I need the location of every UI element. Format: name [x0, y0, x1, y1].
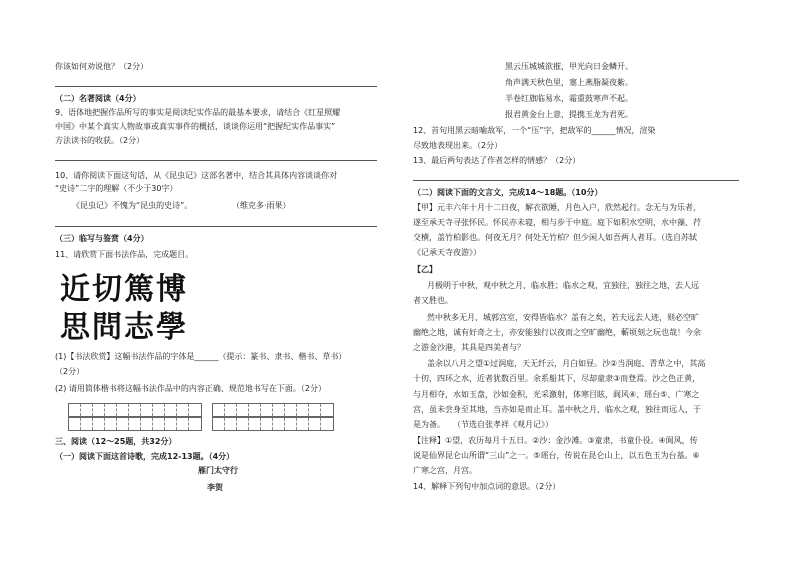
yi-line9: 宫，虽未尝身至其地，当亦如是而止耳。盖中秋之月，临水之观，独往而远人，于	[413, 405, 701, 414]
yi-line8: 与月相夺，水如玉盘，沙如金积，光采激射，体寒目眩，阆风④、瑶台⑤、广寒之	[413, 390, 700, 399]
q11-part2: (2) 请用简体楷书将这幅书法作品中的内容正确、规范地书写在下面。（2分）	[55, 384, 326, 393]
q14: 14、解释下列句中加点词的意思。（2分）	[413, 482, 561, 491]
q13: 13、最后两句表达了作者怎样的情感？（2分）	[413, 156, 581, 165]
q9-line2: 中国》中某个真实人物故事或真实事件的概括，谈谈你运用“把握纪实作品事实”	[55, 122, 336, 131]
q10-quote: 《昆虫记》不愧为“昆虫的史诗”。	[72, 201, 193, 210]
q10-author: （维克多·雨果）	[232, 201, 291, 210]
calligraphy-row2: 思問志學	[60, 310, 188, 345]
answer-line	[55, 226, 377, 227]
yi-line4: 幽绝之地，诚有好奇之士，亦安能独行以夜而之空旷幽绝，蘄顷刻之玩也哉！今余	[413, 328, 701, 337]
reading-sub2: （二）阅读下面的文言文，完成14～18题。（10分）	[413, 188, 603, 197]
q10-line2: “史诗”二字的理解（不少于30字）	[55, 184, 178, 193]
section-reading: 三、阅读（12～25题，共32分）	[55, 437, 177, 446]
yi-line10: 是为备。 （节选自张孝祥《观月记》）	[413, 420, 553, 429]
poem-line: 黑云压城城欲摧，甲光向日金鳞开。	[505, 62, 633, 71]
poem-line: 报君黄金台上意，提携玉龙为君死。	[505, 110, 633, 119]
q9-line1: 9、语体地把握作品所写的事实是阅读纪实作品的最基本要求，请结合《红星照耀	[55, 108, 341, 117]
answer-line	[413, 180, 739, 181]
q11-part1: (1)【书法欣赏】这幅书法作品的字体是______（提示：篆书、隶书、楷书、草书）	[55, 352, 347, 361]
yi-line3: 然中秋多无月，城郭宫室，安得皆临水？盖有之矣，若夫远去人迹，则必空旷	[427, 313, 699, 322]
yi-line7: 十仞，四环之水，近者犹数百里。余系船其下，尽却童隶③而登焉。沙之色正黄，	[413, 374, 701, 383]
calligraphy-row1: 近切篤博	[60, 272, 188, 307]
jia-line4: 《记承天寺夜游》）	[413, 248, 481, 257]
jia-line3: 交横，盖竹柏影也。何夜无月？何处无竹柏？但少闲人如吾两人者耳。（选自苏轼	[413, 233, 697, 242]
poem-line: 半卷红旗临易水，霜重鼓寒声不起。	[505, 94, 633, 103]
poem-line: 角声满天秋色里，塞上燕脂凝夜紫。	[505, 78, 633, 87]
q9-line3: 方法读书的收获。（2分）	[55, 136, 145, 145]
q12-line2: 尽致地表现出来。（2分）	[413, 141, 503, 150]
note-line1: 【注释】①望，农历每月十五日。②沙：金沙滩。③童隶，书童仆役。④阆风，传	[413, 436, 698, 445]
answer-line	[55, 160, 377, 161]
q11-part1-score: （2分）	[55, 367, 85, 376]
poem-author: 李贺	[207, 483, 223, 492]
yi-label: 【乙】	[413, 265, 437, 274]
yi-line6: 盖余以八月之望①过润庭，天无纤云，月白如昼。沙②当润庭、青草之中，其高	[427, 359, 706, 368]
yi-line5: 之游金沙港，其具是四美者与？	[413, 343, 525, 352]
answer-line	[55, 86, 377, 87]
q12-line1: 12、首句用黑云暗喻敌军，一个“压”字，把敌军的______情况，渲染	[413, 126, 656, 135]
jia-line2: 遂至承天寺寻张怀民。怀民亦未寝，相与步于中庭。庭下如积水空明，水中藻、荇	[413, 218, 701, 227]
section-famous-books: （二）名著阅读（4分）	[55, 94, 141, 103]
note-line2: 说是仙界昆仑山所谓“三山”之一。⑤瑶台，传说在昆仑山上，以五色玉为台基。⑥	[413, 451, 700, 460]
q11: 11、请欣赏下面书法作品，完成题目。	[55, 250, 194, 259]
poem-title: 雁门太守行	[198, 466, 238, 475]
note-line3: 广寒之宫，月宫。	[413, 466, 477, 475]
yi-line2: 者又胜也。	[413, 296, 453, 305]
q10-line1: 10、请你阅读下面这句话，从《昆虫记》这部名著中，结合其具体内容谈谈你对	[55, 171, 338, 180]
reading-sub1: （一）阅读下面这首诗歌，完成12-13题。（4分）	[55, 452, 235, 461]
jia-line1: 【甲】元丰六年十月十二日夜，解衣欲睡，月色入户，欣然起行。念无与为乐者，	[413, 203, 701, 212]
section-calligraphy: （三）临写与鉴赏（4分）	[55, 234, 149, 243]
yi-line1: 月极明于中秋，观中秋之月，临水胜；临水之观，宜独往，独往之地，去人远	[427, 281, 699, 290]
question-top: 你该如何劝说他？（2分）	[55, 62, 149, 71]
